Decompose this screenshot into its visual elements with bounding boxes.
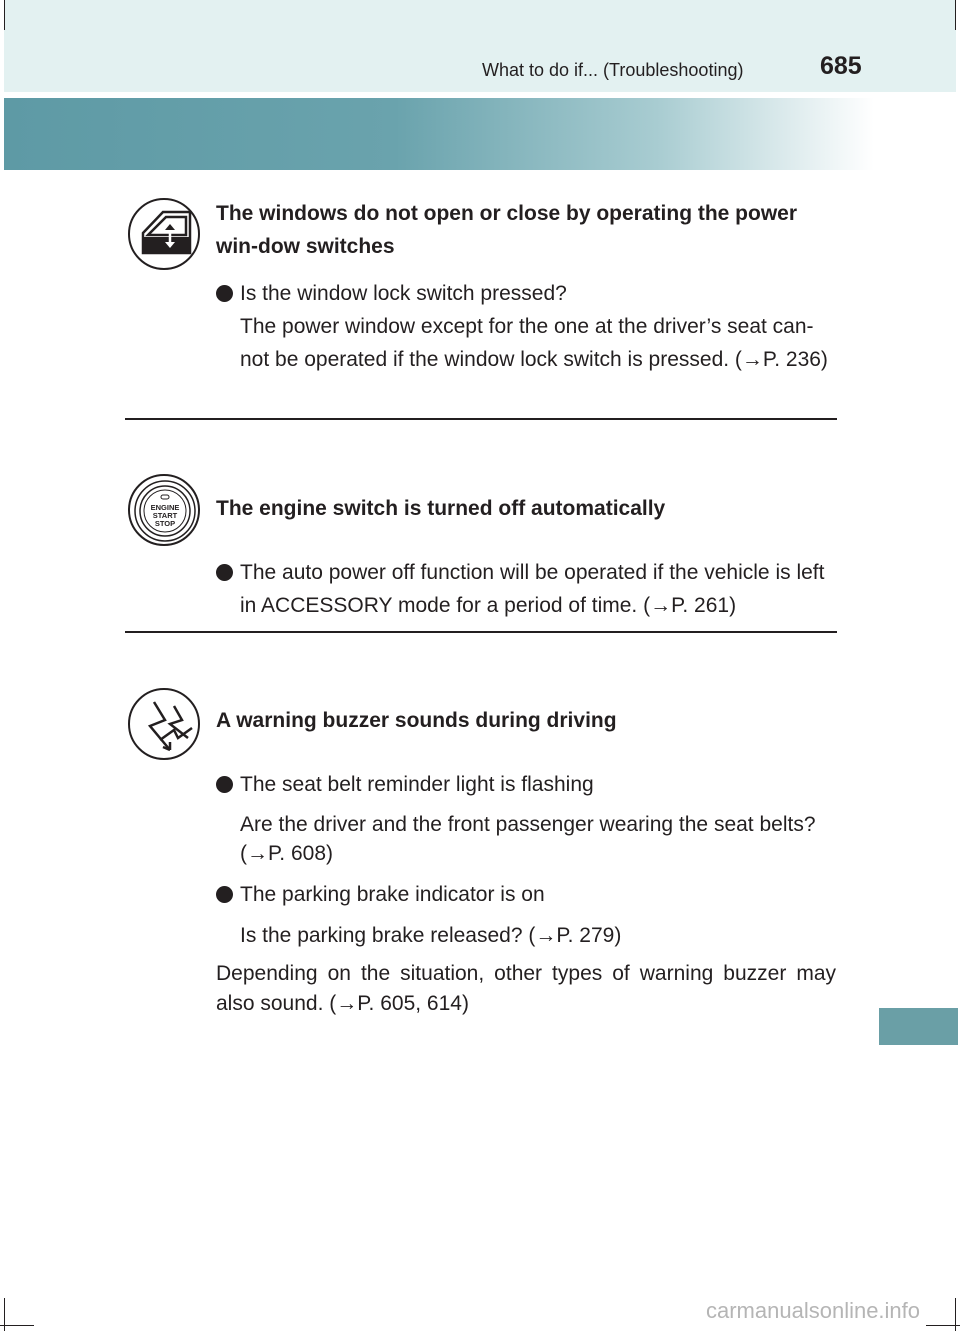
warning-buzzer-icon (128, 688, 200, 760)
crop-mark (0, 1325, 34, 1326)
bullet-title: The parking brake indicator is on (240, 883, 545, 906)
bullet-title: The seat belt reminder light is flashing (240, 773, 594, 796)
bullet-item (216, 277, 836, 310)
stop-label: STOP (154, 519, 176, 528)
section-heading: A warning buzzer sounds during driving (216, 709, 617, 732)
bullet-icon (216, 886, 233, 903)
header-band (4, 0, 956, 92)
section-banner (4, 98, 874, 170)
chapter-tab (879, 1008, 958, 1045)
bullet-icon (216, 776, 233, 793)
engine-label: ENGINE (150, 503, 180, 512)
bullet-item (216, 556, 836, 622)
section-heading: The windows do not open or close by operating the power win-dow switches (216, 202, 798, 258)
footer-watermark: carmanualsonline.info (706, 1298, 921, 1323)
start-label: START (152, 511, 178, 520)
bullet-title: Is the window lock switch pressed? (240, 282, 567, 305)
crop-mark (4, 0, 5, 30)
crop-mark (955, 1298, 956, 1331)
bullet-body: Are the driver and the front passenger wearing the seat belts? (→P. 608) (240, 813, 816, 865)
crop-mark (926, 1325, 960, 1326)
power-window-icon (128, 198, 200, 270)
section-note: Depending on the situation, other types of warning buzzer may also sound. (→P. 605, 614) (216, 962, 836, 1015)
crop-mark (955, 0, 956, 30)
bullet-icon (216, 564, 233, 581)
header-title: What to do if... (Troubleshooting) (482, 60, 744, 80)
bullet-item (216, 878, 836, 911)
bullet-item (216, 768, 836, 801)
bullet-icon (216, 285, 233, 302)
bullet-title: The auto power off function will be operated if the vehicle is left in ACCESSORY mode for a period of time. (→P. 261) (240, 561, 825, 617)
section-divider (125, 418, 837, 420)
section-divider (125, 631, 837, 633)
bullet-body: Is the parking brake released? (→P. 279) (240, 924, 622, 947)
page-number: 685 (820, 52, 862, 80)
engine-start-stop-icon (128, 474, 200, 546)
section-heading: The engine switch is turned off automatically (216, 497, 666, 520)
bullet-body: The power window except for the one at the driver’s seat can-not be operated if the window lock switch is pressed. (→P. 236) (240, 315, 828, 371)
crop-mark (4, 1298, 5, 1331)
